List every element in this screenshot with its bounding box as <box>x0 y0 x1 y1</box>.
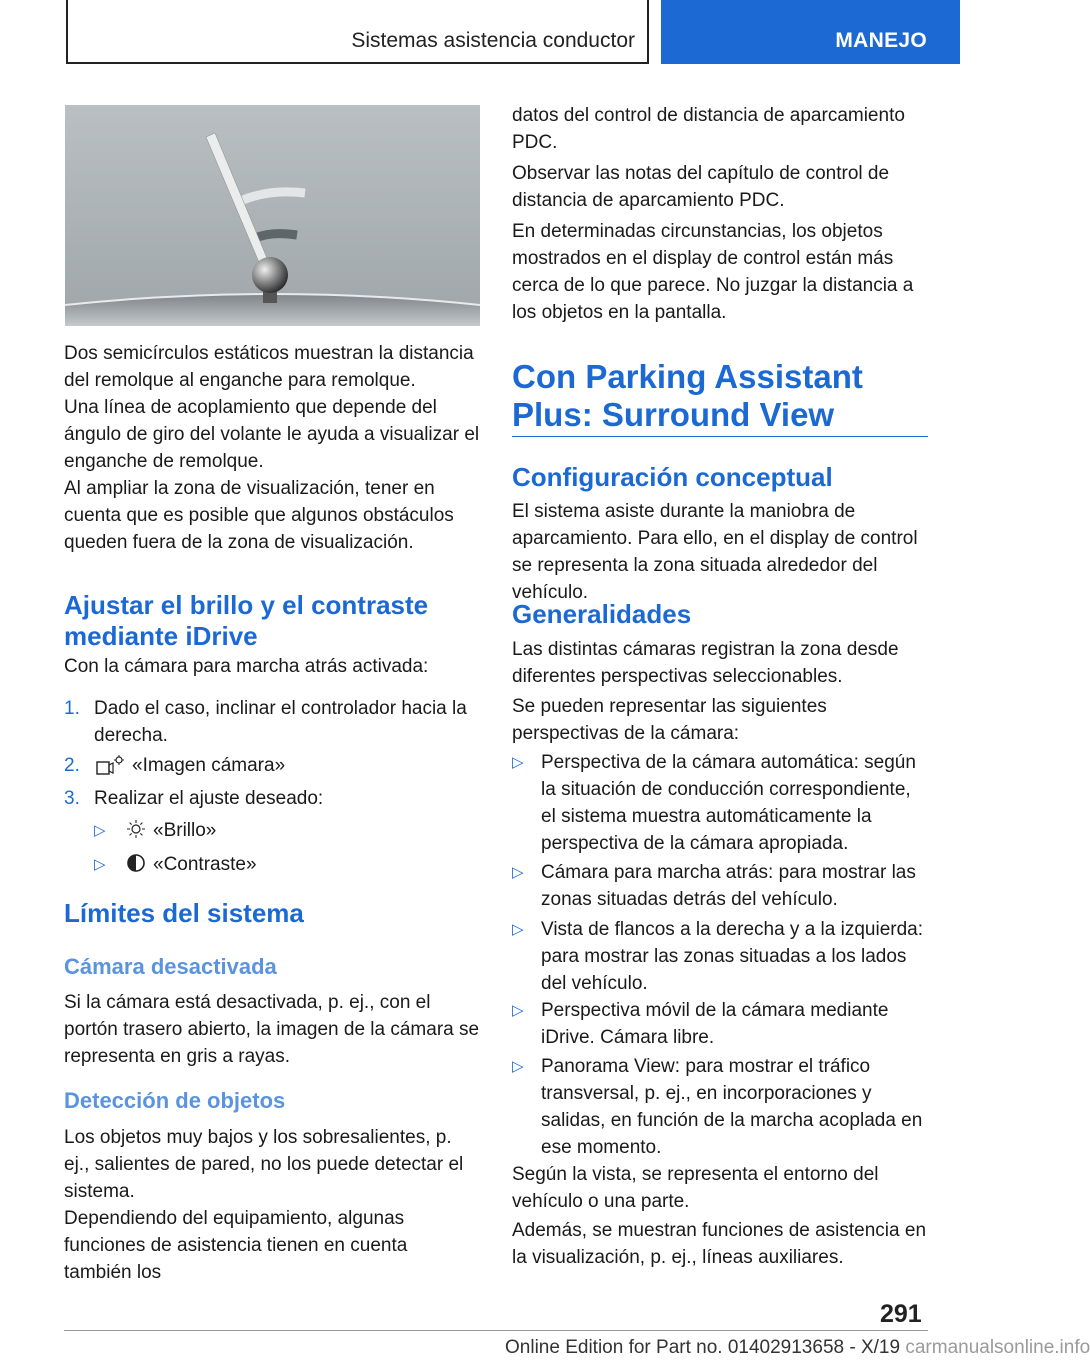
paragraph: Según la vista, se representa el entorno del vehículo o una parte. <box>512 1164 879 1212</box>
header-chapter-box <box>66 0 649 64</box>
option-text: «Brillo» <box>153 820 217 841</box>
paragraph: Observar las notas del capítulo de control de distancia de aparcamiento PDC. <box>512 163 890 211</box>
step-text: Dado el caso, inclinar el controlador hacia la derecha. <box>94 698 467 746</box>
bullet-triangle-icon: ▷ <box>512 754 524 771</box>
camera-settings-icon <box>96 754 126 778</box>
section-title: MANEJO <box>835 29 927 52</box>
heading-surround-view: Con Parking Assistant Plus: Surround View <box>512 358 863 433</box>
paragraph: Una línea de acoplamiento que depende del ángulo de giro del volante le ayuda a visualizar el enganche de remolque. <box>64 397 480 472</box>
header-section-tab <box>661 0 960 64</box>
heading-generalidades: Generalidades <box>512 599 692 629</box>
paragraph: Si la cámara está desactivada, p. ej., con el portón trasero abierto, la imagen de la cámara se representa en gris a rayas. <box>64 992 480 1067</box>
step-number: 3. <box>64 788 80 809</box>
step-text: Realizar el ajuste deseado: <box>94 788 324 809</box>
bullet-triangle-icon: ▷ <box>512 1058 524 1075</box>
bullet-triangle-icon: ▷ <box>512 921 524 938</box>
heading-brillo-contraste: Ajustar el brillo y el contraste mediante iDrive <box>64 590 429 651</box>
heading-camara-desactivada: Cámara desactivada <box>64 954 277 979</box>
paragraph: Los objetos muy bajos y los sobresalientes, p. ej., salientes de pared, no los puede detectar el sistema. <box>64 1127 464 1202</box>
list-item: Perspectiva móvil de la cámara mediante iDrive. Cámara libre. <box>541 1000 889 1048</box>
footer-edition <box>505 1337 1090 1359</box>
edition-text: Online Edition for Part no. 01402913658 - X/19 <box>505 1337 901 1358</box>
paragraph: Con la cámara para marcha atrás activada: <box>64 656 429 677</box>
step-text: «Imagen cámara» <box>132 755 286 776</box>
bullet-triangle-icon: ▷ <box>512 1002 524 1019</box>
paragraph: Las distintas cámaras registran la zona desde diferentes perspectivas seleccionables. <box>512 639 899 687</box>
trailer-hitch-camera-illustration <box>65 105 480 326</box>
option-text: «Contraste» <box>153 854 257 875</box>
footer-rule <box>64 1330 928 1331</box>
brightness-icon <box>125 818 147 840</box>
step-number: 2. <box>64 755 80 776</box>
paragraph: Se pueden representar las siguientes perspectivas de la cámara: <box>512 696 827 744</box>
paragraph: Al ampliar la zona de visualización, tener en cuenta que es posible que algunos obstáculos queden fuera de la zona de visualización. <box>64 478 454 553</box>
paragraph: datos del control de distancia de aparcamiento PDC. <box>512 105 905 153</box>
heading-rule <box>512 436 928 437</box>
paragraph: Dos semicírculos estáticos muestran la distancia del remolque al enganche para remolque. <box>64 343 474 391</box>
list-item: Panorama View: para mostrar el tráfico transversal, p. ej., en incorporaciones y salidas, en función de la marcha acoplada en ese momento. <box>541 1056 923 1158</box>
heading-configuracion-conceptual: Configuración conceptual <box>512 462 833 492</box>
page-number: 291 <box>880 1300 922 1328</box>
list-item: Cámara para marcha atrás: para mostrar las zonas situadas detrás del vehículo. <box>541 862 916 910</box>
bullet-triangle-icon: ▷ <box>94 856 106 873</box>
step-number: 1. <box>64 698 80 719</box>
paragraph: El sistema asiste durante la maniobra de aparcamiento. Para ello, en el display de control se representa la zona situada alrededor del vehículo. <box>512 501 918 603</box>
heading-limites-sistema: Límites del sistema <box>64 898 304 928</box>
paragraph: Además, se muestran funciones de asistencia en la visualización, p. ej., líneas auxiliares. <box>512 1220 927 1268</box>
bullet-triangle-icon: ▷ <box>512 864 524 881</box>
heading-deteccion-objetos: Detección de objetos <box>64 1088 286 1113</box>
paragraph: En determinadas circunstancias, los objetos mostrados en el display de control están más cerca de lo que parece. No juzgar la distancia a los objetos en la pantalla. <box>512 221 914 323</box>
list-item: Vista de flancos a la derecha y a la izquierda: para mostrar las zonas situadas a los lados del vehículo. <box>541 919 923 994</box>
watermark: carmanualsonline.info <box>905 1337 1090 1358</box>
bullet-triangle-icon: ▷ <box>94 822 106 839</box>
list-item: Perspectiva de la cámara automática: según la situación de conducción correspondiente, el sistema muestra automáticamente la perspectiva de la cámara apropiada. <box>541 752 916 854</box>
paragraph: Dependiendo del equipamiento, algunas funciones de asistencia tienen en cuenta también los <box>64 1208 408 1283</box>
contrast-icon <box>126 853 146 873</box>
chapter-title: Sistemas asistencia conductor <box>351 29 635 52</box>
